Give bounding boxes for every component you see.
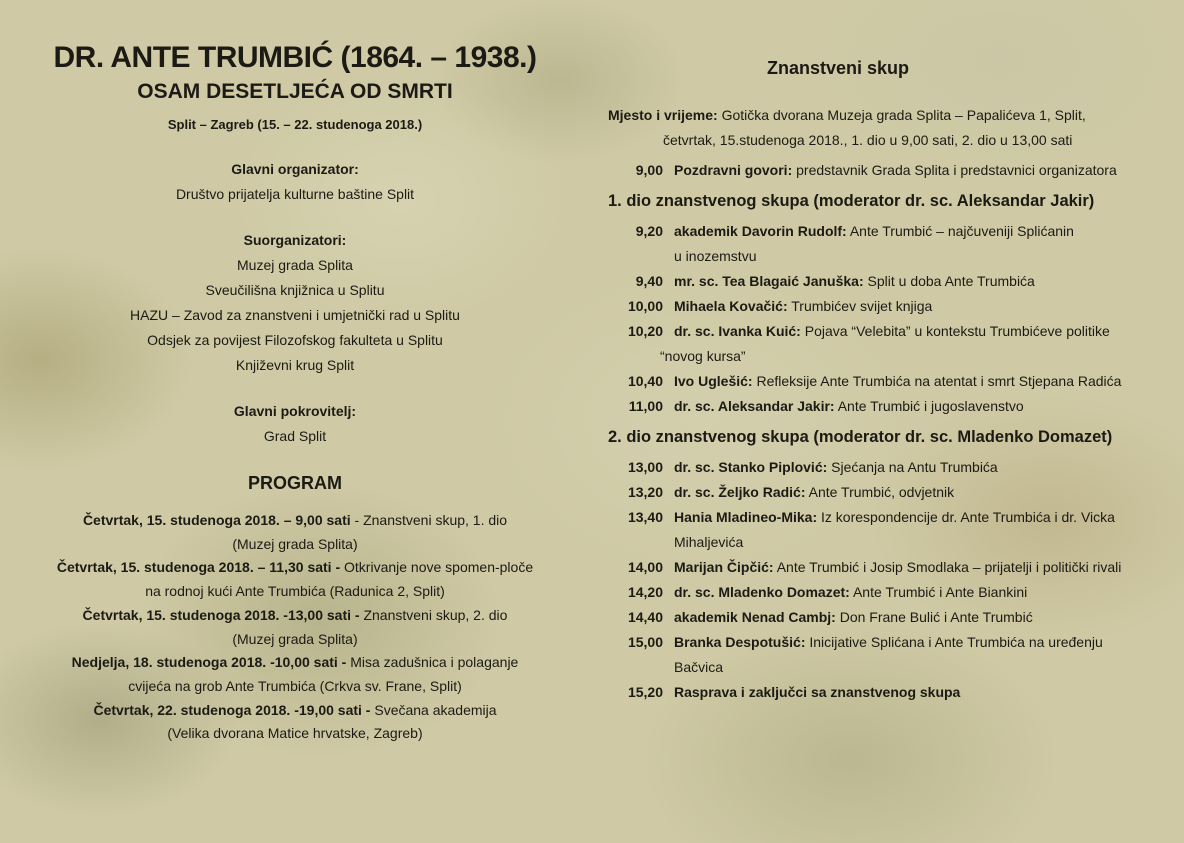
talk-time: 10,20 xyxy=(627,323,663,339)
talk-time: 15,20 xyxy=(627,684,663,700)
venue-continuation: četvrtak, 15.studenoga 2018., 1. dio u 9,00 sati, 2. dio u 13,00 sati xyxy=(663,132,1073,148)
main-organizer-heading: Glavni organizator: xyxy=(231,161,359,177)
talk-time: 9,40 xyxy=(635,273,663,289)
talk-speaker: akademik Davorin Rudolf: xyxy=(674,223,847,239)
symposium-title: Znanstveni skup xyxy=(766,58,910,78)
program-item-where: (Muzej grada Splita) xyxy=(232,630,358,647)
talk-speaker: dr. sc. Stanko Piplović: xyxy=(674,459,828,475)
talk-row xyxy=(608,369,1168,394)
talk-topic: Trumbićev svijet knjiga xyxy=(787,298,933,314)
talk-topic: Sjećanja na Antu Trumbića xyxy=(827,459,998,475)
program-item-when: Četvrtak, 22. studenoga 2018. -19,00 sati - xyxy=(93,701,371,718)
talk-topic-cont: u inozemstvu xyxy=(674,248,757,264)
talk-speaker: akademik Nenad Cambj: xyxy=(674,609,836,625)
session-topic: predstavnik Grada Splita i predstavnici organizatora xyxy=(792,162,1117,178)
talk-speaker: dr. sc. Željko Radić: xyxy=(674,484,806,500)
program-item-what: Misa zadušnica i polaganje xyxy=(346,654,519,671)
program-item-what: Svečana akademija xyxy=(370,701,497,718)
talk-time: 14,20 xyxy=(627,584,663,600)
talk-speaker: mr. sc. Tea Blagaić Januška: xyxy=(674,273,864,289)
talk-topic-cont: “novog kursa” xyxy=(660,348,746,364)
main-organizer-item: Društvo prijatelja kulturne baštine Split xyxy=(175,186,415,202)
co-organizers-block xyxy=(30,228,560,378)
talk-topic: Ante Trumbić i jugoslavenstvo xyxy=(834,398,1024,414)
venue-block xyxy=(608,103,1168,153)
talk-row xyxy=(608,269,1168,294)
event-dates: Split – Zagreb (15. – 22. studenoga 2018.) xyxy=(167,117,423,132)
talk-topic: Don Frane Bulić i Ante Trumbić xyxy=(835,609,1033,625)
talk-row xyxy=(608,680,1168,705)
program-item-where: (Velika dvorana Matice hrvatske, Zagreb) xyxy=(167,725,423,742)
talk-topic: Pojava “Velebita” u kontekstu Trumbićeve politike xyxy=(800,323,1110,339)
talk-topic: Refleksije Ante Trumbića na atentat i smrt Stjepana Radića xyxy=(752,373,1122,389)
program-item xyxy=(30,651,560,698)
co-organizer-item: Književni krug Split xyxy=(235,357,355,373)
talk-topic: Inicijative Splićana i Ante Trumbića na uređenju xyxy=(805,634,1103,650)
program-item xyxy=(30,556,560,603)
talk-time: 15,00 xyxy=(627,634,663,650)
program-item-where: na rodnoj kući Ante Trumbića (Radunica 2, Split) xyxy=(145,583,445,600)
part2-heading: 2. dio znanstvenog skupa (moderator dr. sc. Mladenko Domazet) xyxy=(608,428,1113,446)
program-item-what: Znanstveni skup, 2. dio xyxy=(359,606,508,623)
talk-time: 13,20 xyxy=(627,484,663,500)
talk-speaker: Mihaela Kovačić: xyxy=(674,298,788,314)
part1-heading: 1. dio znanstvenog skupa (moderator dr. sc. Aleksandar Jakir) xyxy=(608,192,1095,210)
co-organizer-item: Muzej grada Splita xyxy=(237,257,353,273)
co-organizer-item: Sveučilišna knjižnica u Splitu xyxy=(205,282,385,298)
talk-row xyxy=(608,505,1168,530)
program-item-when: Četvrtak, 15. studenoga 2018. – 11,30 sati - xyxy=(56,559,341,576)
co-organizers-heading: Suorganizatori: xyxy=(243,232,347,248)
part2-talks xyxy=(608,455,1168,705)
talk-speaker: Hania Mladineo-Mika: xyxy=(674,509,818,525)
venue-text: Gotička dvorana Muzeja grada Splita – Papalićeva 1, Split, xyxy=(717,107,1086,123)
program-item-what: - Znanstveni skup, 1. dio xyxy=(350,512,508,528)
talk-topic: Ante Trumbić – najčuveniji Splićanin xyxy=(846,223,1074,239)
session-time: 9,00 xyxy=(635,162,663,178)
program-item xyxy=(30,699,560,746)
session-speaker: Pozdravni govori: xyxy=(674,162,793,178)
talk-topic: Split u doba Ante Trumbića xyxy=(863,273,1035,289)
subtitle: OSAM DESETLJEĆA OD SMRTI xyxy=(137,80,453,103)
talk-speaker: Rasprava i zaključci sa znanstvenog skupa xyxy=(674,684,961,700)
talk-topic: Ante Trumbić i Josip Smodlaka – prijatelji i politički rivali xyxy=(773,559,1122,575)
main-sponsor-block xyxy=(30,399,560,449)
main-sponsor-item: Grad Split xyxy=(263,428,327,444)
talk-speaker: dr. sc. Ivanka Kuić: xyxy=(674,323,801,339)
co-organizer-item: HAZU – Zavod za znanstveni i umjetnički rad u Splitu xyxy=(130,307,460,323)
talk-row xyxy=(608,394,1168,419)
talk-row xyxy=(608,294,1168,319)
part1-talks xyxy=(608,219,1168,419)
session-greeting xyxy=(608,158,1168,183)
talk-continuation xyxy=(608,344,1168,369)
program-item xyxy=(30,604,560,651)
talk-row xyxy=(608,605,1168,630)
program-item xyxy=(30,509,560,556)
program-item-when: Četvrtak, 15. studenoga 2018. – 9,00 sati xyxy=(82,512,351,528)
talk-speaker: Branka Despotušić: xyxy=(674,634,806,650)
program-item-where: (Muzej grada Splita) xyxy=(232,535,358,552)
program-item-what: Otkrivanje nove spomen-ploče xyxy=(340,559,534,576)
talk-topic: Iz korespondencije dr. Ante Trumbića i dr. Vicka xyxy=(817,509,1115,525)
talk-time: 10,00 xyxy=(627,298,663,314)
talk-row xyxy=(608,219,1168,244)
talk-row xyxy=(608,480,1168,505)
main-title: DR. ANTE TRUMBIĆ (1864. – 1938.) xyxy=(53,41,537,74)
venue-label: Mjesto i vrijeme: xyxy=(608,107,718,123)
talk-topic-cont: Bačvica xyxy=(674,659,724,675)
talk-continuation xyxy=(608,655,1168,680)
talk-topic: Ante Trumbić, odvjetnik xyxy=(805,484,955,500)
talk-row xyxy=(608,319,1168,344)
co-organizer-item: Odsjek za povijest Filozofskog fakulteta u Splitu xyxy=(147,332,443,348)
talk-time: 13,00 xyxy=(627,459,663,475)
talk-time: 14,00 xyxy=(627,559,663,575)
talk-continuation xyxy=(608,530,1168,555)
talk-topic-cont: Mihaljevića xyxy=(674,534,744,550)
talk-time: 13,40 xyxy=(627,509,663,525)
talk-row xyxy=(608,555,1168,580)
main-organizer-block xyxy=(30,157,560,207)
program-item-where: cvijeća na grob Ante Trumbića (Crkva sv. Frane, Split) xyxy=(128,677,462,694)
right-column xyxy=(608,55,1168,705)
program-list xyxy=(30,509,560,746)
program-item-when: Četvrtak, 15. studenoga 2018. -13,00 sati - xyxy=(82,606,360,623)
talk-time: 11,00 xyxy=(628,398,663,414)
talk-speaker: dr. sc. Mladenko Domazet: xyxy=(674,584,850,600)
talk-speaker: Marijan Čipčić: xyxy=(674,559,774,575)
talk-time: 10,40 xyxy=(627,373,663,389)
main-sponsor-heading: Glavni pokrovitelj: xyxy=(233,403,357,419)
talk-row xyxy=(608,455,1168,480)
talk-continuation xyxy=(608,244,1168,269)
talk-time: 9,20 xyxy=(635,223,663,239)
left-column xyxy=(30,40,560,746)
talk-row xyxy=(608,580,1168,605)
talk-topic: Ante Trumbić i Ante Biankini xyxy=(849,584,1028,600)
talk-row xyxy=(608,630,1168,655)
talk-time: 14,40 xyxy=(627,609,663,625)
talk-speaker: dr. sc. Aleksandar Jakir: xyxy=(674,398,835,414)
talk-speaker: Ivo Uglešić: xyxy=(674,373,753,389)
program-heading: PROGRAM xyxy=(248,473,342,493)
program-item-when: Nedjelja, 18. studenoga 2018. -10,00 sati - xyxy=(71,654,347,671)
